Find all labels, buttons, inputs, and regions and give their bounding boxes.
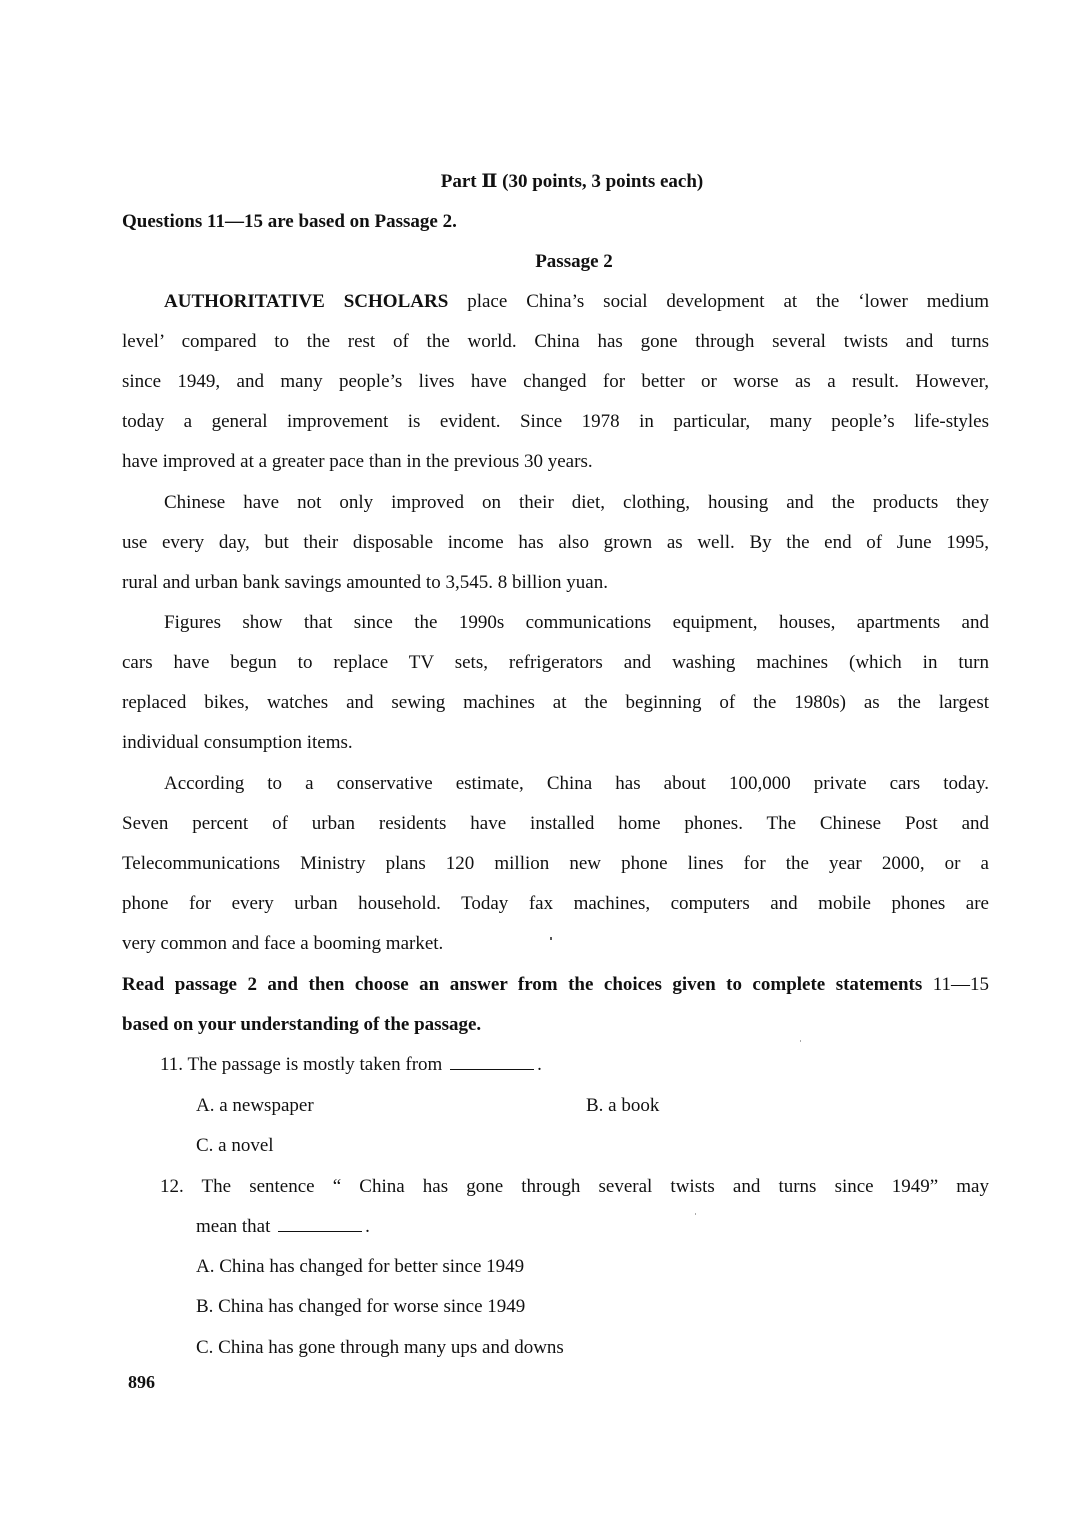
- instruction-text: Read passage 2 and then choose an answer from the choices given to complete statements: [122, 974, 923, 995]
- paragraph-1-line-1: [164, 290, 989, 314]
- passage-title: Passage 2: [535, 251, 613, 272]
- paragraph-4-line-2: Seven percent of urban residents have installed home phones. The Chinese Post and: [122, 813, 989, 834]
- paragraph-2-line-2: use every day, but their disposable income has also grown as well. By the end of June 1995,: [122, 532, 989, 553]
- scan-speck: [550, 937, 552, 940]
- option-12-a[interactable]: A. China has changed for better since 1949: [196, 1256, 525, 1277]
- question-number: 11.: [160, 1054, 184, 1075]
- lead-bold: AUTHORITATIVE SCHOLARS: [164, 291, 449, 312]
- paragraph-1-line-2: level’ compared to the rest of the world. China has gone through several twists and turns: [122, 331, 989, 352]
- instruction-line-1: [122, 973, 989, 997]
- option-11-c[interactable]: C. a novel: [196, 1135, 274, 1156]
- paragraph-1-line-4: today a general improvement is evident. Since 1978 in particular, many people’s life-styles: [122, 411, 989, 432]
- paragraph-2-line-3: rural and urban bank savings amounted to 3,545. 8 billion yuan.: [122, 572, 608, 593]
- paragraph-1-line-5: have improved at a greater pace than in the previous 30 years.: [122, 451, 593, 472]
- option-12-b[interactable]: B. China has changed for worse since 1949: [196, 1296, 526, 1317]
- paragraph-1-line-3: since 1949, and many people’s lives have changed for better or worse as a result. However,: [122, 371, 989, 392]
- scan-speck: [695, 1213, 696, 1215]
- part-heading: Part Ⅱ (30 points, 3 points each): [440, 171, 704, 192]
- page-number: 896: [128, 1372, 155, 1392]
- questions-intro: Questions 11—15 are based on Passage 2.: [122, 211, 457, 232]
- scan-speck: [800, 1040, 801, 1042]
- question-stem: The sentence “ China has gone through several twists and turns since 1949” may: [201, 1176, 989, 1197]
- option-11-b[interactable]: B. a book: [586, 1095, 660, 1116]
- question-12-line-1: [160, 1175, 989, 1199]
- question-11: 11. The passage is mostly taken from .: [160, 1054, 542, 1075]
- paragraph-3-line-2: cars have begun to replace TV sets, refrigerators and washing machines (which in turn: [122, 652, 989, 673]
- answer-blank[interactable]: [450, 1053, 534, 1070]
- paragraph-4-line-4: phone for every urban household. Today fax machines, computers and mobile phones are: [122, 893, 989, 914]
- option-12-c[interactable]: C. China has gone through many ups and downs: [196, 1337, 564, 1358]
- option-11-a[interactable]: A. a newspaper: [196, 1095, 314, 1116]
- paragraph-2-line-1: Chinese have not only improved on their diet, clothing, housing and the products they: [164, 492, 989, 513]
- instruction-range: 11—15: [932, 974, 989, 995]
- answer-blank[interactable]: [278, 1215, 362, 1232]
- instruction-line-2: based on your understanding of the passage.: [122, 1014, 482, 1035]
- paragraph-3-line-4: individual consumption items.: [122, 732, 353, 753]
- paragraph-4-line-1: According to a conservative estimate, China has about 100,000 private cars today.: [164, 773, 989, 794]
- question-stem: The passage is mostly taken from: [187, 1054, 443, 1075]
- question-number: 12.: [160, 1176, 184, 1197]
- paragraph-1-line-1-rest: place China’s social development at the ‘lower medium: [467, 291, 990, 312]
- paragraph-3-line-1: Figures show that since the 1990s communications equipment, houses, apartments and: [164, 612, 989, 633]
- question-12-line-2: mean that .: [196, 1216, 370, 1237]
- paragraph-4-line-5: very common and face a booming market.: [122, 933, 444, 954]
- paragraph-3-line-3: replaced bikes, watches and sewing machines at the beginning of the 1980s) as the largest: [122, 692, 989, 713]
- paragraph-4-line-3: Telecommunications Ministry plans 120 million new phone lines for the year 2000, or a: [122, 853, 989, 874]
- question-stem-continued: mean that: [196, 1216, 271, 1237]
